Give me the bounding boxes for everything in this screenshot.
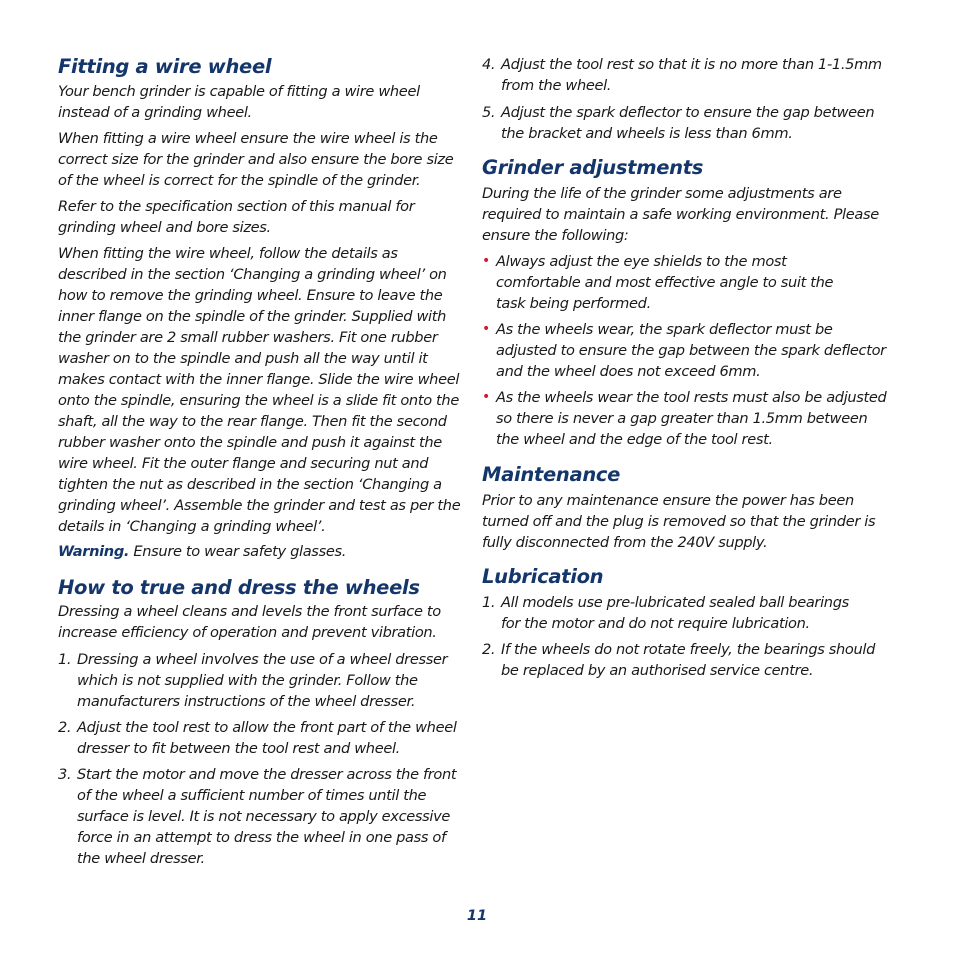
list-text: Adjust the tool rest to allow the front part of the wheel dresser to fit between the tool rest and wheel.	[77, 719, 457, 757]
wire-wheel-size-paragraph: When fitting a wire wheel ensure the wire wheel is the correct size for the grinder and also ensure the bore size of the wheel is correct for the spindle of the grinder.	[58, 130, 454, 189]
list-text: Adjust the tool rest so that it is no more than 1-1.5mm from the wheel.	[501, 56, 882, 94]
lubrication-heading: Lubrication	[482, 565, 604, 588]
bullet-icon: •	[482, 389, 490, 405]
warning-label: Warning.	[58, 543, 130, 560]
bullet-item	[482, 319, 894, 382]
list-number: 3.	[58, 766, 72, 783]
list-number: 2.	[58, 719, 72, 736]
bullet-text: As the wheels wear, the spark deflector must be adjusted to ensure the gap between the spark deflector and the wheel does not exceed 6mm.	[496, 321, 886, 380]
grinder-adjustments-heading: Grinder adjustments	[482, 156, 704, 179]
bullet-text: Always adjust the eye shields to the most comfortable and most effective angle to suit the task being performed.	[496, 253, 834, 312]
true-dress-intro: Dressing a wheel cleans and levels the front surface to increase efficiency of operation and prevent vibration.	[58, 603, 441, 641]
list-text: Start the motor and move the dresser across the front of the wheel a sufficient number of times until the surface is level. It is not necessary to apply excessive force in an attempt to dress the wheel in one pass of the wheel dresser.	[77, 766, 457, 867]
list-item	[482, 54, 894, 96]
bullet-text: As the wheels wear the tool rests must also be adjusted so there is never a gap greater than 1.5mm between the wheel and the edge of the tool rest.	[496, 389, 887, 448]
list-item	[482, 639, 882, 681]
list-item	[58, 649, 453, 712]
list-item	[482, 102, 877, 144]
wire-wheel-spec-paragraph: Refer to the specification section of this manual for grinding wheel and bore sizes.	[58, 198, 415, 236]
list-item	[58, 717, 470, 759]
warning-text: Ensure to wear safety glasses.	[129, 543, 346, 560]
grinder-adjustments-intro: During the life of the grinder some adjustments are required to maintain a safe working environment. Please ensure the following:	[482, 185, 879, 244]
bullet-icon: •	[482, 253, 490, 269]
wire-wheel-fitting-paragraph: When fitting the wire wheel, follow the details as described in the section ‘Changing a grinding wheel’ on how to remove the grinding wheel. Ensure to leave the inner flange on the spindle of the grinder. Supplied with the grinder are 2 small rubber washers. Fit one rubber washer on to the spindle and push all the way until it makes contact with the inner flange. Slide the wire wheel onto the spindle, ensuring the wheel is a slide fit onto the shaft, all the way to the rear flange. Then fit the second rubber washer onto the spindle and push it against the wire wheel. Fit the outer flange and securing nut and tighten the nut as described in the section ‘Changing a grinding wheel’. Assemble the grinder and test as per the details in ‘Changing a grinding wheel’.	[58, 245, 461, 535]
list-number: 1.	[58, 651, 72, 668]
bullet-icon: •	[482, 321, 490, 337]
list-text: If the wheels do not rotate freely, the bearings should be replaced by an authorised service centre.	[501, 641, 876, 679]
list-number: 1.	[482, 594, 496, 611]
warning-paragraph	[58, 541, 458, 562]
page-number: 11	[466, 908, 488, 924]
wire-wheel-intro: Your bench grinder is capable of fitting a wire wheel instead of a grinding wheel.	[58, 83, 420, 121]
list-text: Adjust the spark deflector to ensure the gap between the bracket and wheels is less than 6mm.	[501, 104, 875, 142]
list-number: 2.	[482, 641, 496, 658]
bullet-item	[482, 251, 862, 314]
list-text: All models use pre-lubricated sealed ball bearings for the motor and do not require lubrication.	[501, 594, 849, 632]
list-item	[482, 592, 872, 634]
list-text: Dressing a wheel involves the use of a wheel dresser which is not supplied with the grinder. Follow the manufacturers instructions of the wheel dresser.	[77, 651, 448, 710]
list-number: 4.	[482, 56, 496, 73]
bullet-item	[482, 387, 894, 450]
maintenance-heading: Maintenance	[482, 463, 621, 486]
true-dress-heading: How to true and dress the wheels	[58, 576, 420, 599]
list-number: 5.	[482, 104, 496, 121]
maintenance-paragraph: Prior to any maintenance ensure the power has been turned off and the plug is removed so that the grinder is fully disconnected from the 240V supply.	[482, 492, 876, 551]
list-item	[58, 764, 458, 869]
wire-wheel-heading: Fitting a wire wheel	[58, 55, 272, 78]
